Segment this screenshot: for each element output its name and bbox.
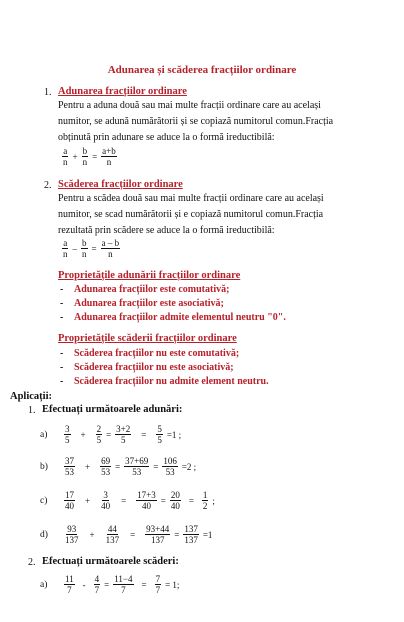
- section-2-title: Scăderea fracțiilor ordinare: [58, 179, 183, 190]
- task-1-label: Efectuați următoarele adunări:: [42, 404, 183, 415]
- section-1-line-1: Pentru a aduna două sau mai multe fracții ordinare care au același: [58, 100, 321, 111]
- properties-add-item: - Adunarea fracțiilor este comutativă;: [60, 284, 230, 295]
- exercise-row: d) $\frac{93}{137}$ + $\frac{44}{137}$ = $\frac{93+44}{137}$ = $\frac{137}{137}$ =1: [40, 524, 213, 545]
- fraction: $\frac{a}{n}$: [63, 146, 68, 167]
- fraction: $\frac{a+b}{n}$: [102, 146, 116, 167]
- properties-add-item: - Adunarea fracțiilor admite elementul neutru "0".: [60, 312, 286, 323]
- task-1-number: 1.: [28, 405, 36, 416]
- fraction: $\frac{b}{n}$: [82, 238, 87, 259]
- exercise-row: b) $\frac{37}{53}$ + $\frac{69}{53}$ = $\frac{37+69}{53}$ = $\frac{106}{53}$ =2 ;: [40, 456, 197, 477]
- page-title: Adunarea și scăderea fracțiilor ordinare: [107, 64, 297, 76]
- properties-sub-item: - Scăderea fracțiilor nu este asociativă;: [60, 362, 234, 373]
- addition-formula: $\frac{a}{n}$ + $\frac{b}{n}$ = $\frac{a+b}{n}$: [63, 146, 116, 167]
- properties-add-item: - Adunarea fracțiilor este asociativă;: [60, 298, 224, 309]
- task-2-label: Efectuați următoarele scăderi:: [42, 556, 179, 567]
- fraction: $\frac{a}{n}$: [63, 238, 68, 259]
- fraction: $\frac{a - b}{n}$: [101, 238, 120, 259]
- section-2-line-2: numitor, se scad numărătorii și e copiază numitorul comun.Fracția: [58, 209, 324, 220]
- section-1-line-2: numitor, se adună numărătorii și se copiază numitorul comun.Fracția: [58, 116, 334, 127]
- properties-add-title: Proprietățile adunării fracțiilor ordinare: [58, 270, 241, 281]
- section-2-line-1: Pentru a scădea două sau mai multe fracții ordinare care au același: [58, 193, 324, 204]
- properties-sub-item: - Scăderea fracțiilor nu este comutativă;: [60, 348, 240, 359]
- section-1-number: 1.: [44, 87, 52, 98]
- fraction: $\frac{b}{n}$: [82, 146, 88, 167]
- exercise-row: a) $\frac{11}{7}$ - $\frac{4}{7}$ = $\frac{11-4}{7}$ = $\frac{7}{7}$ = 1;: [40, 574, 180, 595]
- exercise-row: c) $\frac{17}{40}$ + $\frac{3}{40}$ = $\frac{17+3}{40}$ = $\frac{20}{40}$ = $\frac{1}{2}$ ;: [40, 490, 215, 511]
- section-2-line-3: rezultată prin scădere se aduce la o formă ireductibilă:: [58, 225, 275, 236]
- section-1-title: Adunarea fracțiilor ordinare: [58, 86, 187, 97]
- subtraction-formula: $\frac{a}{n}$ – $\frac{b}{n}$ = $\frac{a - b}{n}$: [63, 238, 120, 259]
- section-1-line-3: obținută prin adunare se aduce la o formă ireductibilă:: [58, 132, 275, 143]
- exercise-row: a) $\frac{3}{5}$ + $\frac{2}{5}$ = $\frac{3+2}{5}$ = $\frac{5}{5}$ =1 ;: [40, 424, 182, 445]
- properties-sub-title: Proprietățile scăderii fracțiilor ordinare: [58, 333, 237, 344]
- section-2-number: 2.: [44, 180, 52, 191]
- properties-sub-item: - Scăderea fracțiilor nu admite element neutru.: [60, 376, 269, 387]
- task-2-number: 2.: [28, 557, 36, 568]
- applications-heading: Aplicații:: [10, 391, 52, 402]
